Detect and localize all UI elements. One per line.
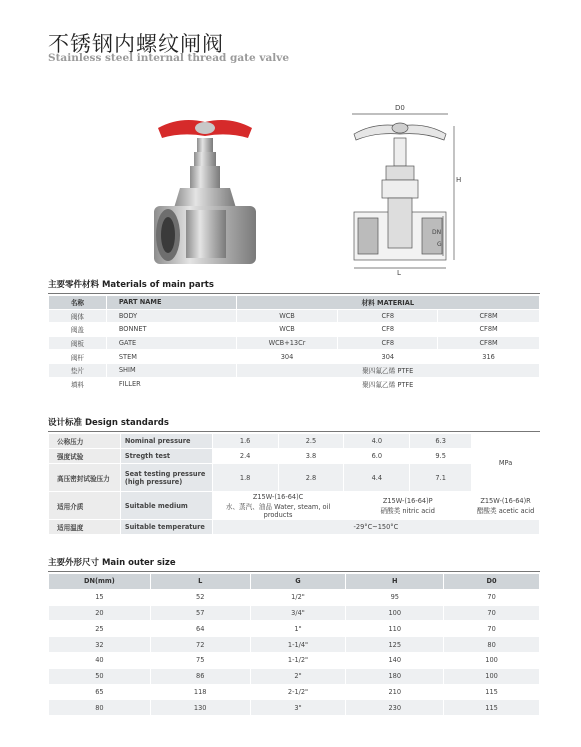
outer-header-d0: D0 xyxy=(444,574,540,590)
medium-c2-model: Z15W-(16-64)P xyxy=(382,496,433,505)
design-value: 2.5 xyxy=(278,434,344,449)
table-cell: 3/4" xyxy=(250,605,346,621)
table-cell: 32 xyxy=(49,637,151,653)
table-cell: 2-1/2" xyxy=(250,684,346,700)
design-rule xyxy=(48,431,540,432)
table-cell: 115 xyxy=(444,684,540,700)
material-row-m3: 316 xyxy=(438,350,540,364)
table-cell: 52 xyxy=(150,589,250,605)
material-row-en: STEM xyxy=(106,350,236,364)
table-cell: 125 xyxy=(346,637,444,653)
dim-h: H xyxy=(456,176,462,184)
table-cell: 3" xyxy=(250,700,346,716)
table-cell: 86 xyxy=(150,668,250,684)
design-nominal-cn: 公称压力 xyxy=(49,434,121,449)
medium-c3-model: Z15W-(16-64)R xyxy=(480,496,531,505)
material-shim-cn: 垫片 xyxy=(49,363,107,377)
medium-c3 xyxy=(472,492,540,520)
design-value: 1.6 xyxy=(212,434,278,449)
table-cell: 40 xyxy=(49,652,151,668)
dim-d0: D0 xyxy=(395,104,405,112)
table-cell: 15 xyxy=(49,589,151,605)
table-cell: 70 xyxy=(444,605,540,621)
design-medium-cn: 适用介质 xyxy=(49,492,121,520)
table-cell: 130 xyxy=(150,700,250,716)
design-value: 6.3 xyxy=(410,434,472,449)
design-value: 1.8 xyxy=(212,464,278,492)
material-row-m1: WCB xyxy=(236,323,338,337)
design-temp-cn: 适用温度 xyxy=(49,520,121,535)
design-strength-cn: 强度试验 xyxy=(49,449,121,464)
outer-rule xyxy=(48,571,540,572)
outer-heading: 主要外形尺寸 Main outer size xyxy=(48,558,176,568)
table-cell: 118 xyxy=(150,684,250,700)
medium-c3-text: 醋酸类 acetic acid xyxy=(476,506,535,515)
table-cell: 100 xyxy=(444,668,540,684)
medium-c1 xyxy=(212,492,344,520)
design-value: 6.0 xyxy=(344,449,410,464)
material-row-m1: 304 xyxy=(236,350,338,364)
dim-l: L xyxy=(397,269,401,275)
outer-header-h: H xyxy=(346,574,444,590)
design-temp-value: -29°C~150°C xyxy=(212,520,539,535)
valve-photo xyxy=(150,110,260,275)
material-row-m3: CF8M xyxy=(438,336,540,350)
design-table xyxy=(48,433,540,535)
material-row-m1: WCB+13Cr xyxy=(236,336,338,350)
dim-g: G xyxy=(437,241,442,248)
table-cell: 64 xyxy=(150,621,250,637)
table-cell: 2" xyxy=(250,668,346,684)
material-row-en: GATE xyxy=(106,336,236,350)
table-cell: 1" xyxy=(250,621,346,637)
design-strength-en: Stregth test xyxy=(120,449,212,464)
table-cell: 230 xyxy=(346,700,444,716)
outer-size-table xyxy=(48,573,540,716)
material-row-m2: CF8 xyxy=(338,323,438,337)
material-shim-value: 聚四氟乙烯 PTFE xyxy=(236,363,539,377)
valve-technical-drawing xyxy=(340,100,465,275)
table-cell: 70 xyxy=(444,621,540,637)
table-cell: 57 xyxy=(150,605,250,621)
design-medium-en: Suitable medium xyxy=(120,492,212,520)
medium-c1-text: 水、蒸汽、油品 Water, steam, oil products xyxy=(225,502,331,519)
materials-rule xyxy=(48,293,540,294)
design-unit: MPa xyxy=(472,434,540,492)
design-value: 4.4 xyxy=(344,464,410,492)
medium-c1-model: Z15W-(16-64)C xyxy=(252,492,304,501)
materials-heading: 主要零件材料 Materials of main parts xyxy=(48,280,214,290)
table-cell: 210 xyxy=(346,684,444,700)
material-row-en: BODY xyxy=(106,309,236,323)
material-row-m3: CF8M xyxy=(438,309,540,323)
medium-c2 xyxy=(344,492,472,520)
material-filler-en: FILLER xyxy=(106,377,236,391)
materials-table xyxy=(48,295,540,391)
material-row-m1: WCB xyxy=(236,309,338,323)
table-cell: 50 xyxy=(49,668,151,684)
table-cell: 95 xyxy=(346,589,444,605)
table-cell: 25 xyxy=(49,621,151,637)
table-cell: 80 xyxy=(444,637,540,653)
design-value: 2.4 xyxy=(212,449,278,464)
material-row-m2: CF8 xyxy=(338,336,438,350)
material-row-cn: 阀盖 xyxy=(49,323,107,337)
design-value: 4.0 xyxy=(344,434,410,449)
design-seat-en: Seat testing pressure (high pressure) xyxy=(120,464,212,492)
design-value: 9.5 xyxy=(410,449,472,464)
dim-dn: DN xyxy=(432,229,442,236)
table-cell: 70 xyxy=(444,589,540,605)
table-cell: 1-1/4" xyxy=(250,637,346,653)
table-cell: 140 xyxy=(346,652,444,668)
table-cell: 100 xyxy=(444,652,540,668)
design-heading: 设计标准 Design standards xyxy=(48,418,169,428)
outer-header-g: G xyxy=(250,574,346,590)
material-filler-value: 聚四氟乙烯 PTFE xyxy=(236,377,539,391)
table-cell: 75 xyxy=(150,652,250,668)
table-cell: 72 xyxy=(150,637,250,653)
design-temp-en: Suitable temperature xyxy=(120,520,212,535)
materials-header-material: 材料 MATERIAL xyxy=(236,296,539,310)
material-row-cn: 阀板 xyxy=(49,336,107,350)
table-cell: 100 xyxy=(346,605,444,621)
page-title: 不锈钢内螺纹闸阀 xyxy=(48,32,224,56)
material-shim-en: SHIM xyxy=(106,363,236,377)
table-cell: 180 xyxy=(346,668,444,684)
design-seat-cn: 高压密封试验压力 xyxy=(49,464,121,492)
table-cell: 110 xyxy=(346,621,444,637)
material-row-m2: CF8 xyxy=(338,309,438,323)
outer-header-l: L xyxy=(150,574,250,590)
materials-header-cn: 名称 xyxy=(49,296,107,310)
materials-header-part: PART NAME xyxy=(106,296,236,310)
material-row-cn: 阀杆 xyxy=(49,350,107,364)
design-nominal-en: Nominal pressure xyxy=(120,434,212,449)
material-row-cn: 阀体 xyxy=(49,309,107,323)
table-cell: 65 xyxy=(49,684,151,700)
table-cell: 1-1/2" xyxy=(250,652,346,668)
outer-header-dn: DN(mm) xyxy=(49,574,151,590)
design-value: 7.1 xyxy=(410,464,472,492)
table-cell: 20 xyxy=(49,605,151,621)
table-cell: 115 xyxy=(444,700,540,716)
material-row-m2: 304 xyxy=(338,350,438,364)
page-subtitle: Stainless steel internal thread gate valve xyxy=(48,52,290,64)
design-value: 3.8 xyxy=(278,449,344,464)
material-row-m3: CF8M xyxy=(438,323,540,337)
material-filler-cn: 填料 xyxy=(49,377,107,391)
material-row-en: BONNET xyxy=(106,323,236,337)
medium-c2-text: 硝酸类 nitric acid xyxy=(380,506,435,515)
table-cell: 80 xyxy=(49,700,151,716)
table-cell: 1/2" xyxy=(250,589,346,605)
design-value: 2.8 xyxy=(278,464,344,492)
